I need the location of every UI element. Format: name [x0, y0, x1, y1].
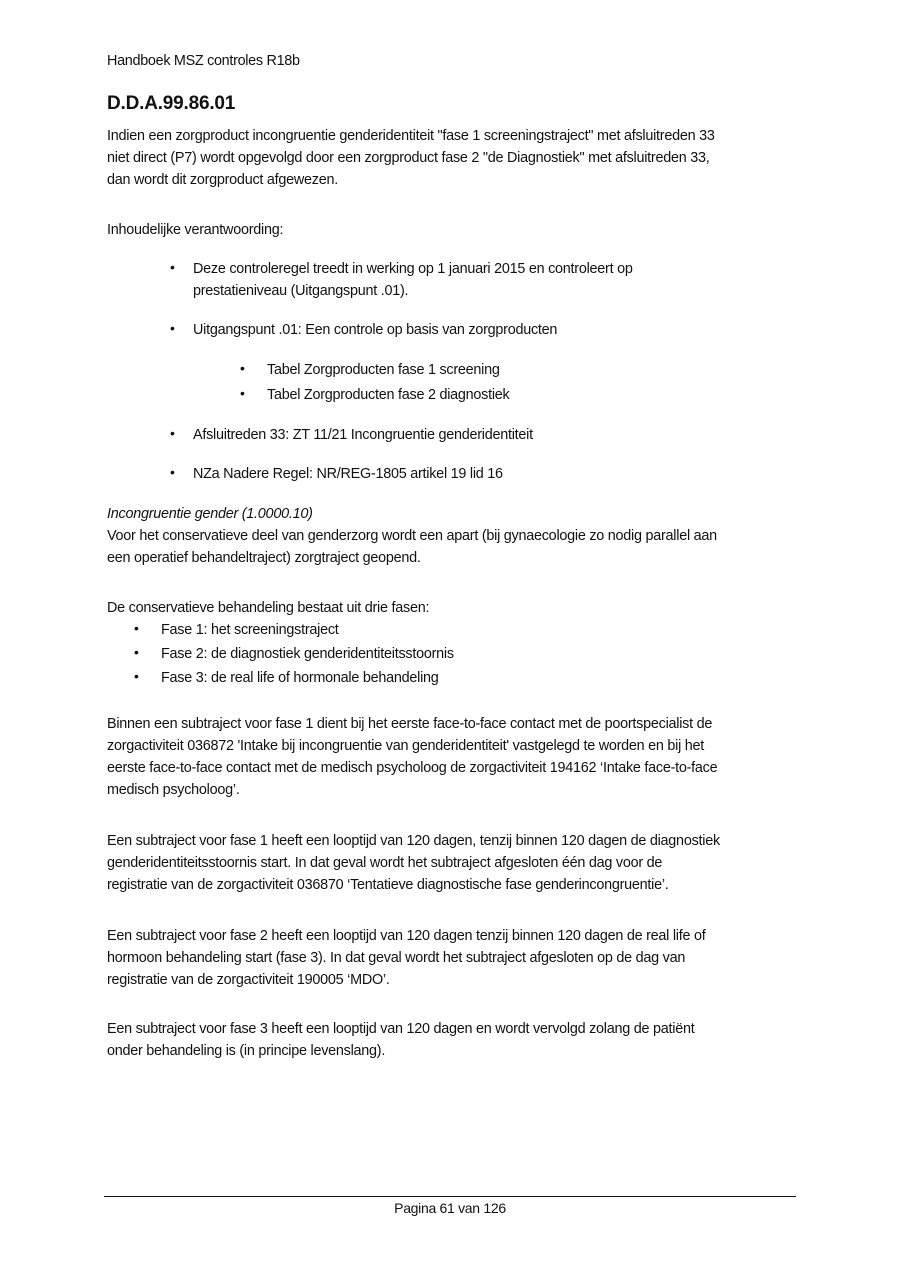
text-line: Een subtraject voor fase 2 heeft een looptijd van 120 dagen tenzij binnen 120 dagen de real life of [107, 928, 706, 944]
page-number: Pagina 61 van 126 [394, 1200, 506, 1216]
bullet-icon: • [170, 259, 175, 275]
bullet-icon: • [240, 360, 245, 376]
phase-item: Fase 2: de diagnostiek genderidentiteitsstoornis [161, 646, 454, 662]
rule-description [107, 125, 807, 191]
verantwoording-heading: Inhoudelijke verantwoording: [107, 222, 284, 238]
text-line: registratie van de zorgactiviteit 190005 ‘MDO’. [107, 972, 390, 988]
bullet-icon: • [134, 668, 139, 684]
paragraph-fase1-intake [107, 713, 807, 801]
text-line: niet direct (P7) wordt opgevolgd door een zorgproduct fase 2 "de Diagnostiek" met afsluitreden 33, [107, 150, 710, 166]
running-header: Handboek MSZ controles R18b [107, 53, 300, 69]
verantwoording-bullet [193, 258, 633, 302]
footer-divider [104, 1196, 796, 1197]
sub-bullet: Tabel Zorgproducten fase 2 diagnostiek [267, 387, 510, 403]
text-line: medisch psycholoog’. [107, 782, 240, 798]
text-line: Een subtraject voor fase 1 heeft een looptijd van 120 dagen, tenzij binnen 120 dagen de diagnostiek [107, 833, 720, 849]
verantwoording-bullet: NZa Nadere Regel: NR/REG-1805 artikel 19 lid 16 [193, 466, 503, 482]
text-line: prestatieniveau (Uitgangspunt .01). [193, 283, 409, 299]
paragraph-fase1-looptijd [107, 830, 807, 896]
phase-item: Fase 3: de real life of hormonale behandeling [161, 670, 439, 686]
bullet-icon: • [240, 385, 245, 401]
text-line: Voor het conservatieve deel van genderzorg wordt een apart (bij gynaecologie zo nodig parallel aan [107, 528, 717, 544]
verantwoording-bullet: Uitgangspunt .01: Een controle op basis van zorgproducten [193, 322, 558, 338]
text-line: Binnen een subtraject voor fase 1 dient bij het eerste face-to-face contact met de poortspecialist de [107, 716, 713, 732]
phase-item: Fase 1: het screeningstraject [161, 622, 339, 638]
rule-code-heading: D.D.A.99.86.01 [107, 93, 236, 114]
verantwoording-bullet: Afsluitreden 33: ZT 11/21 Incongruentie genderidentiteit [193, 427, 533, 443]
bullet-icon: • [170, 464, 175, 480]
text-line: eerste face-to-face contact met de medisch psycholoog de zorgactiviteit 194162 ‘Intake face-to-face [107, 760, 718, 776]
sub-bullet: Tabel Zorgproducten fase 1 screening [267, 362, 500, 378]
text-line: Deze controleregel treedt in werking op 1 januari 2015 en controleert op [193, 261, 633, 277]
bullet-icon: • [134, 620, 139, 636]
section-italic-heading: Incongruentie gender (1.0000.10) [107, 506, 313, 522]
text-line: hormoon behandeling start (fase 3). In dat geval wordt het subtraject afgesloten op de dag van [107, 950, 686, 966]
text-line: onder behandeling is (in principe levenslang). [107, 1043, 386, 1059]
paragraph-fase2-looptijd [107, 925, 807, 991]
text-line: een operatief behandeltraject) zorgtraject geopend. [107, 550, 421, 566]
text-line: registratie van de zorgactiviteit 036870 ‘Tentatieve diagnostische fase genderincongruentie’. [107, 877, 669, 893]
text-line: genderidentiteitsstoornis start. In dat geval wordt het subtraject afgesloten één dag voor de [107, 855, 663, 871]
bullet-icon: • [170, 320, 175, 336]
phases-intro: De conservatieve behandeling bestaat uit drie fasen: [107, 600, 430, 616]
text-line: zorgactiviteit 036872 'Intake bij incongruentie van genderidentiteit' vastgelegd te worden en bij het [107, 738, 705, 754]
bullet-icon: • [134, 644, 139, 660]
text-line: Een subtraject voor fase 3 heeft een looptijd van 120 dagen en wordt vervolgd zolang de patiënt [107, 1021, 695, 1037]
bullet-icon: • [170, 425, 175, 441]
section-intro [107, 525, 807, 569]
text-line: Indien een zorgproduct incongruentie genderidentiteit "fase 1 screeningstraject" met afsluitreden 33 [107, 128, 715, 144]
paragraph-fase3-looptijd [107, 1018, 807, 1062]
text-line: dan wordt dit zorgproduct afgewezen. [107, 172, 338, 188]
